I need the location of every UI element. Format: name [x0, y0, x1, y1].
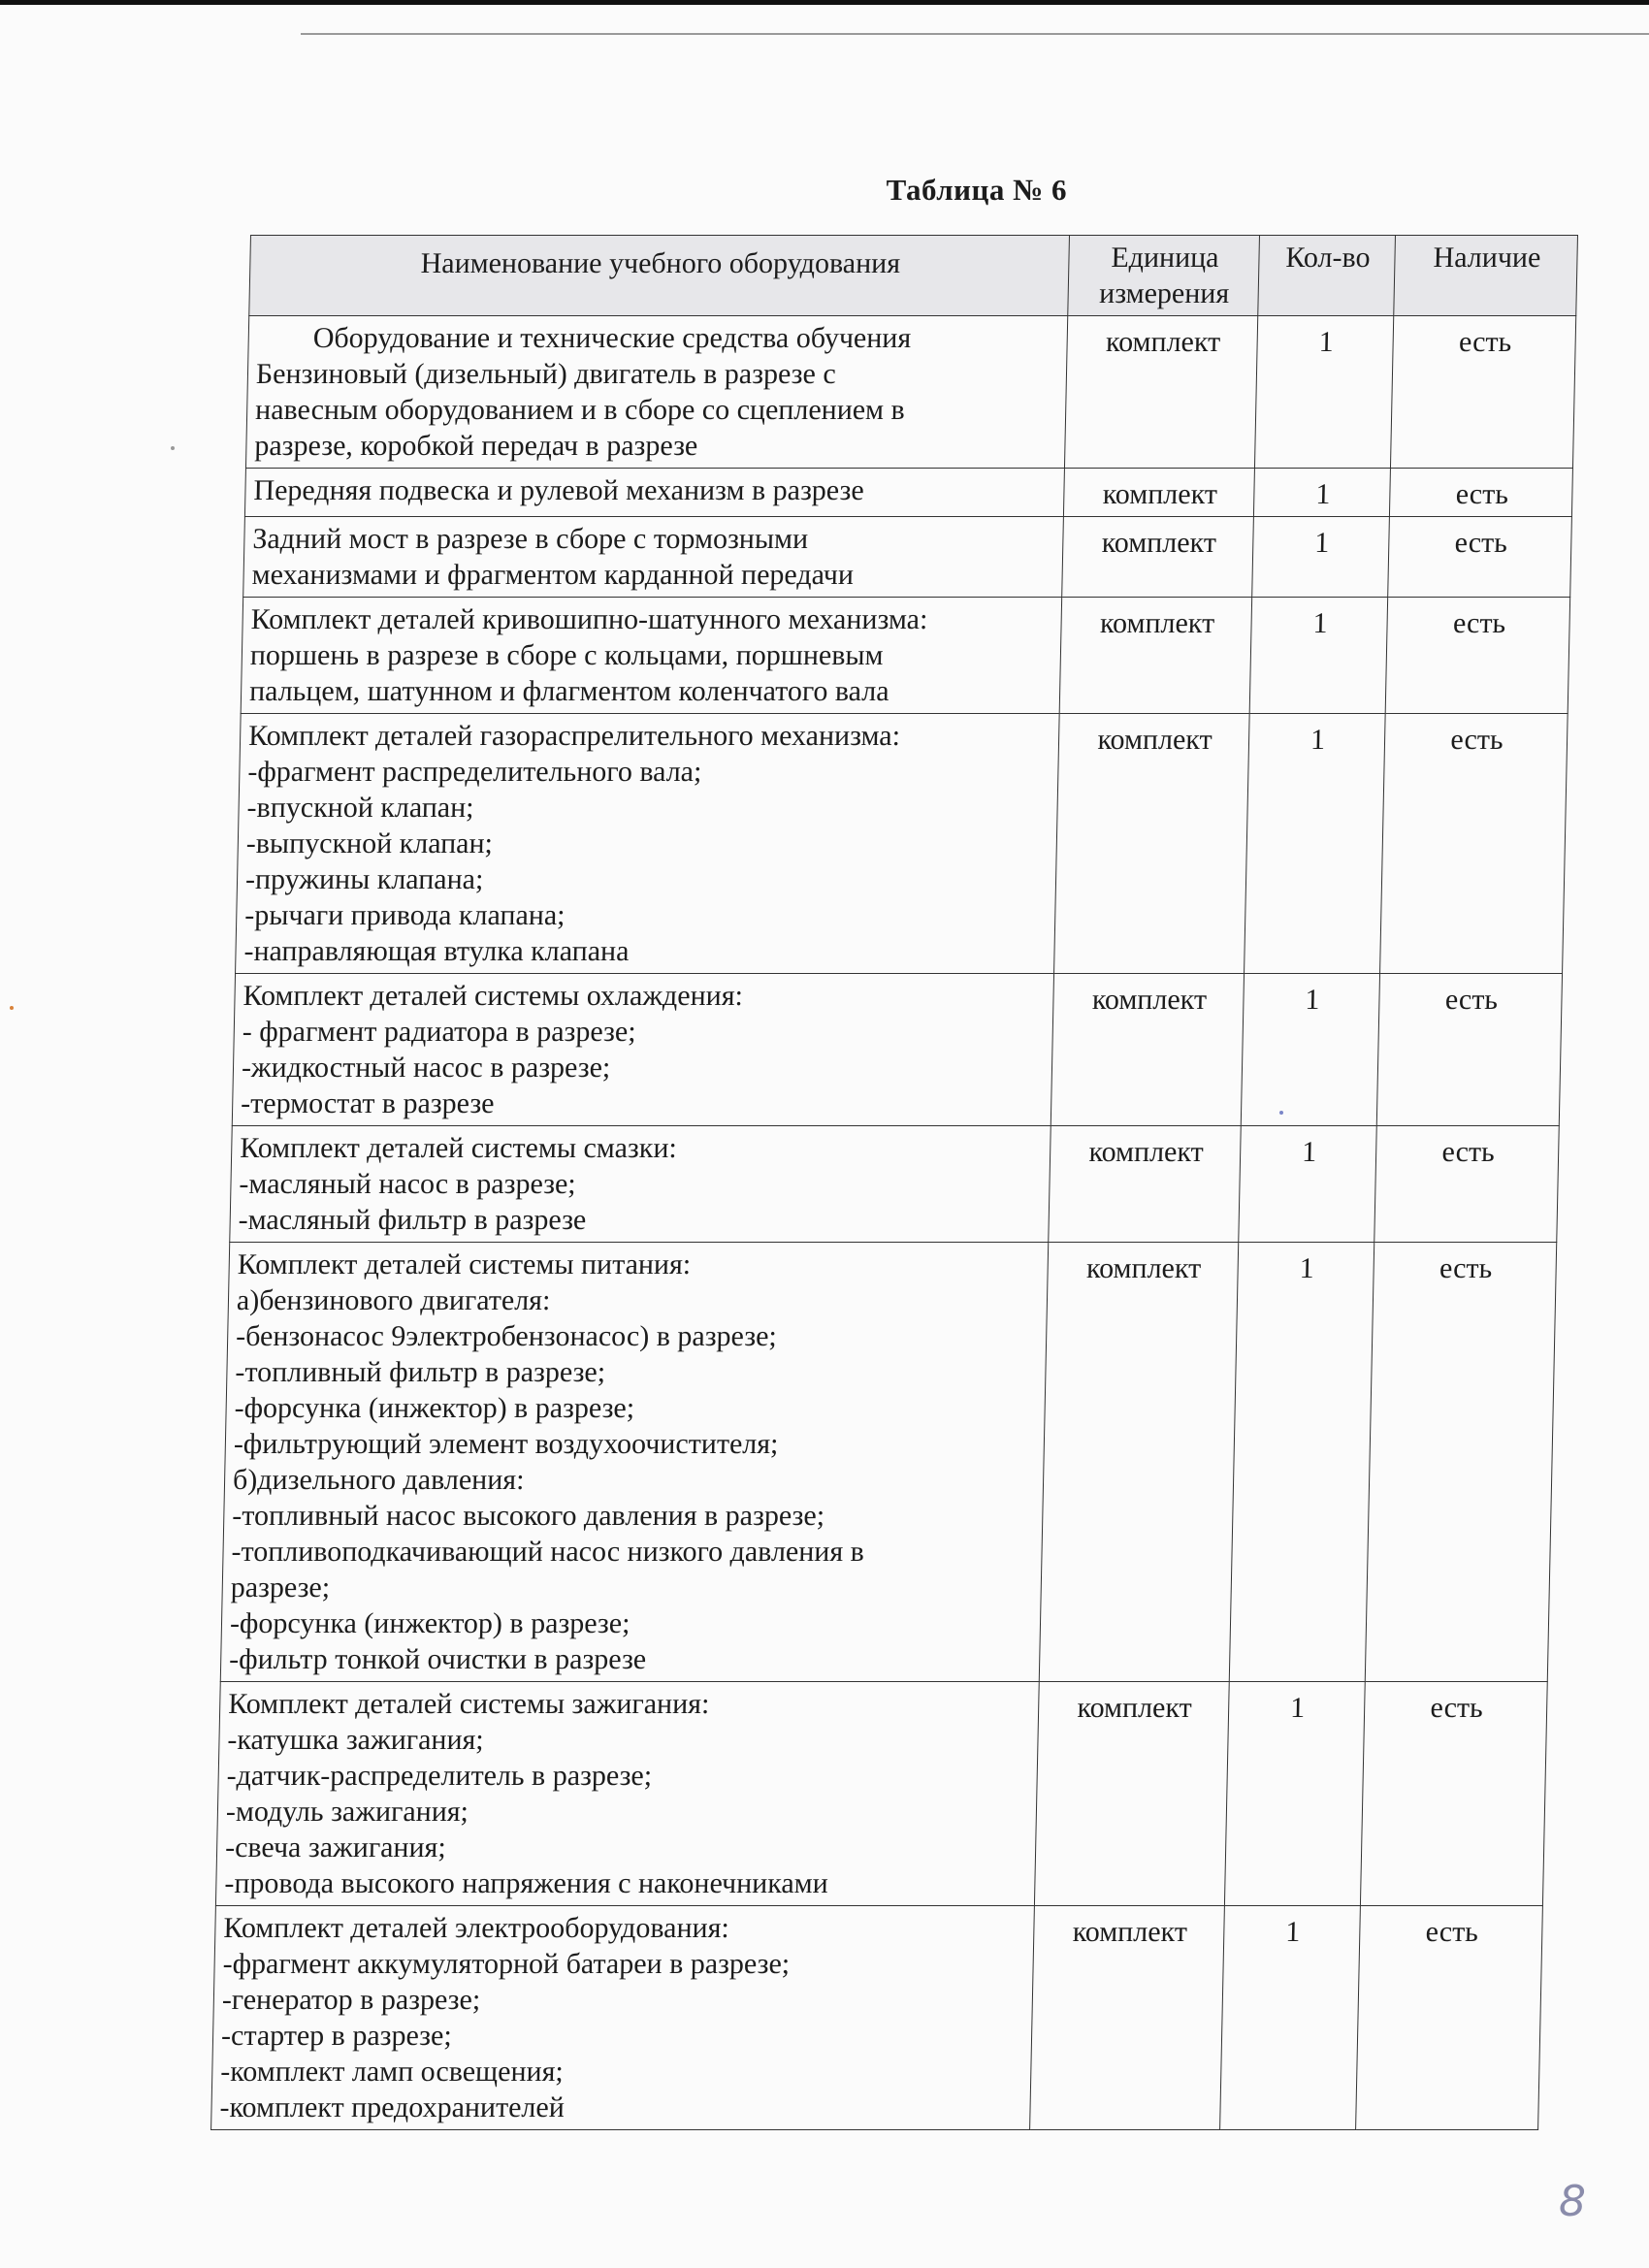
quantity-cell: 1	[1224, 1682, 1365, 1906]
table-row	[243, 517, 1572, 598]
equipment-name-cell	[244, 469, 1064, 517]
unit-cell: комплект	[1051, 974, 1244, 1126]
equipment-name-line: Комплект деталей газораспрелительного механизма:	[247, 720, 901, 752]
equipment-name-line: -впускной клапан;	[246, 792, 474, 824]
equipment-name-line: -жидкостный насос в разрезе;	[241, 1052, 611, 1084]
availability-cell: есть	[1385, 598, 1570, 714]
equipment-name-line: -фильтрующий элемент воздухоочистителя;	[233, 1428, 779, 1460]
header-qty: Кол-во	[1258, 236, 1396, 316]
equipment-name-line: - фрагмент радиатора в разрезе;	[242, 1016, 636, 1048]
header-avail: Наличие	[1394, 236, 1578, 316]
equipment-name-line: -генератор в разрезе;	[221, 1984, 481, 2016]
quantity-cell: 1	[1252, 517, 1390, 598]
quantity-cell: 1	[1249, 598, 1388, 714]
quantity-cell: 1	[1229, 1243, 1374, 1682]
table-row	[215, 1682, 1547, 1906]
scan-speck	[10, 1006, 14, 1010]
equipment-name-line: -фильтр тонкой очистки в разрезе	[228, 1643, 647, 1675]
table-title: Таблица № 6	[886, 173, 1067, 207]
table-row	[245, 316, 1575, 469]
equipment-name-line: поршень в разрезе в сборе с кольцами, поршневым	[249, 639, 884, 671]
equipment-name-line: -бензонасос 9электробензонасос) в разрезе;	[235, 1320, 778, 1352]
equipment-name-line: Комплект деталей кривошипно-шатунного механизма:	[250, 603, 928, 635]
equipment-name-line: -комплект ламп освещения;	[219, 2056, 565, 2088]
equipment-table	[210, 235, 1578, 2130]
equipment-name-cell	[243, 517, 1064, 598]
equipment-name-line: Оборудование и технические средства обучения	[312, 322, 912, 354]
equipment-name-line: -датчик-распределитель в разрезе;	[226, 1760, 653, 1792]
quantity-cell: 1	[1245, 714, 1386, 974]
equipment-name-cell	[241, 598, 1062, 714]
equipment-name-line: -направляющая втулка клапана	[243, 935, 630, 967]
scan-edge-line	[301, 33, 1649, 35]
equipment-name-line: -форсунка (инжектор) в разрезе;	[234, 1392, 635, 1424]
equipment-name-line: Комплект деталей системы охлаждения:	[242, 980, 744, 1012]
equipment-name-line: -масляный фильтр в разрезе	[238, 1204, 587, 1236]
equipment-name-line: -свеча зажигания;	[224, 1831, 447, 1863]
equipment-name-line: -фрагмент аккумуляторной батареи в разрезе;	[222, 1948, 791, 1980]
equipment-name-line: -комплект предохранителей	[219, 2091, 566, 2123]
equipment-name-line: -выпускной клапан;	[245, 827, 494, 859]
equipment-name-line: -термостат в разрезе	[240, 1087, 495, 1119]
unit-cell: комплект	[1054, 714, 1250, 974]
table-header-row	[249, 236, 1578, 316]
availability-cell: есть	[1374, 1126, 1560, 1243]
equipment-name-line: механизмами и фрагментом карданной передачи	[251, 559, 855, 591]
equipment-name-line: Комплект деталей системы зажигания:	[227, 1688, 710, 1720]
scan-top-edge	[0, 0, 1649, 5]
quantity-cell: 1	[1254, 316, 1393, 469]
availability-cell: есть	[1365, 1243, 1556, 1682]
equipment-name-cell	[236, 714, 1060, 974]
equipment-name-line: навесным оборудованием и в сборе со сцеплением в	[254, 394, 906, 426]
equipment-name-line: б)дизельного давления:	[232, 1464, 525, 1496]
equipment-name-cell	[211, 1906, 1035, 2130]
table-row	[230, 1126, 1560, 1243]
equipment-name-line: Передняя подвеска и рулевой механизм в разрезе	[253, 474, 865, 506]
availability-cell: есть	[1390, 316, 1575, 469]
availability-cell: есть	[1376, 974, 1562, 1126]
availability-cell: есть	[1360, 1682, 1547, 1906]
availability-cell: есть	[1389, 469, 1572, 517]
unit-cell: комплект	[1062, 517, 1254, 598]
equipment-name-line: -провода высокого напряжения с наконечниками	[224, 1867, 829, 1899]
equipment-name-line: -топливоподкачивающий насос низкого давления в	[231, 1536, 865, 1568]
equipment-name-cell	[215, 1682, 1039, 1906]
equipment-name-line: Комплект деталей электрооборудования:	[223, 1912, 730, 1944]
unit-cell: комплект	[1034, 1682, 1229, 1906]
equipment-name-line: -катушка зажигания;	[227, 1724, 485, 1756]
table-row	[236, 714, 1568, 974]
availability-cell: есть	[1356, 1906, 1543, 2130]
header-name: Наименование учебного оборудования	[249, 236, 1070, 316]
equipment-name-cell	[245, 316, 1067, 469]
availability-cell: есть	[1388, 517, 1572, 598]
header-unit-line: Единица	[1111, 242, 1219, 274]
table-row	[244, 469, 1572, 517]
equipment-name-line: Задний мост в разрезе в сборе с тормозными	[252, 523, 809, 555]
equipment-name-cell	[230, 1126, 1051, 1243]
equipment-name-cell	[220, 1243, 1048, 1682]
availability-cell: есть	[1380, 714, 1568, 974]
equipment-name-cell	[232, 974, 1053, 1126]
quantity-cell: 1	[1239, 1126, 1377, 1243]
equipment-name-line: разрезе;	[230, 1571, 331, 1604]
page-number: 8	[1559, 2177, 1586, 2226]
equipment-name-line: -топливный фильтр в разрезе;	[235, 1356, 606, 1388]
table-row	[232, 974, 1562, 1126]
equipment-name-line: разрезе, коробкой передач в разрезе	[254, 430, 698, 462]
equipment-name-line: -масляный насос в разрезе;	[239, 1168, 577, 1200]
unit-cell: комплект	[1063, 469, 1254, 517]
header-unit-line: измерения	[1098, 277, 1230, 309]
equipment-name-line: -форсунка (инжектор) в разрезе;	[229, 1607, 630, 1639]
equipment-name-line: Комплект деталей системы питания:	[237, 1248, 692, 1280]
quantity-cell: 1	[1253, 469, 1390, 517]
scan-speck	[1279, 1111, 1283, 1115]
unit-cell: комплект	[1064, 316, 1257, 469]
equipment-name-line: пальцем, шатунном и флагментом коленчатого вала	[248, 675, 889, 707]
unit-cell: комплект	[1030, 1906, 1225, 2130]
table-row	[211, 1906, 1543, 2130]
header-unit	[1068, 236, 1260, 316]
equipment-name-line: -фрагмент распределительного вала;	[247, 756, 702, 788]
table-row	[220, 1243, 1556, 1682]
equipment-name-line: -топливный насос высокого давления в разрезе;	[231, 1500, 825, 1532]
unit-cell: комплект	[1049, 1126, 1242, 1243]
unit-cell: комплект	[1039, 1243, 1238, 1682]
equipment-name-line: -пружины клапана;	[244, 863, 484, 895]
equipment-name-line: -рычаги привода клапана;	[243, 899, 566, 931]
unit-cell: комплект	[1059, 598, 1252, 714]
equipment-name-line: -модуль зажигания;	[225, 1796, 469, 1828]
equipment-name-line: Бензиновый (дизельный) двигатель в разрезе с	[255, 358, 837, 390]
equipment-name-line: а)бензинового двигателя:	[236, 1284, 551, 1316]
scan-speck	[171, 446, 175, 450]
table-row	[241, 598, 1570, 714]
quantity-cell: 1	[1220, 1906, 1361, 2130]
quantity-cell: 1	[1241, 974, 1379, 1126]
equipment-name-line: -стартер в разрезе;	[220, 2020, 453, 2052]
equipment-name-line: Комплект деталей системы смазки:	[239, 1132, 678, 1164]
